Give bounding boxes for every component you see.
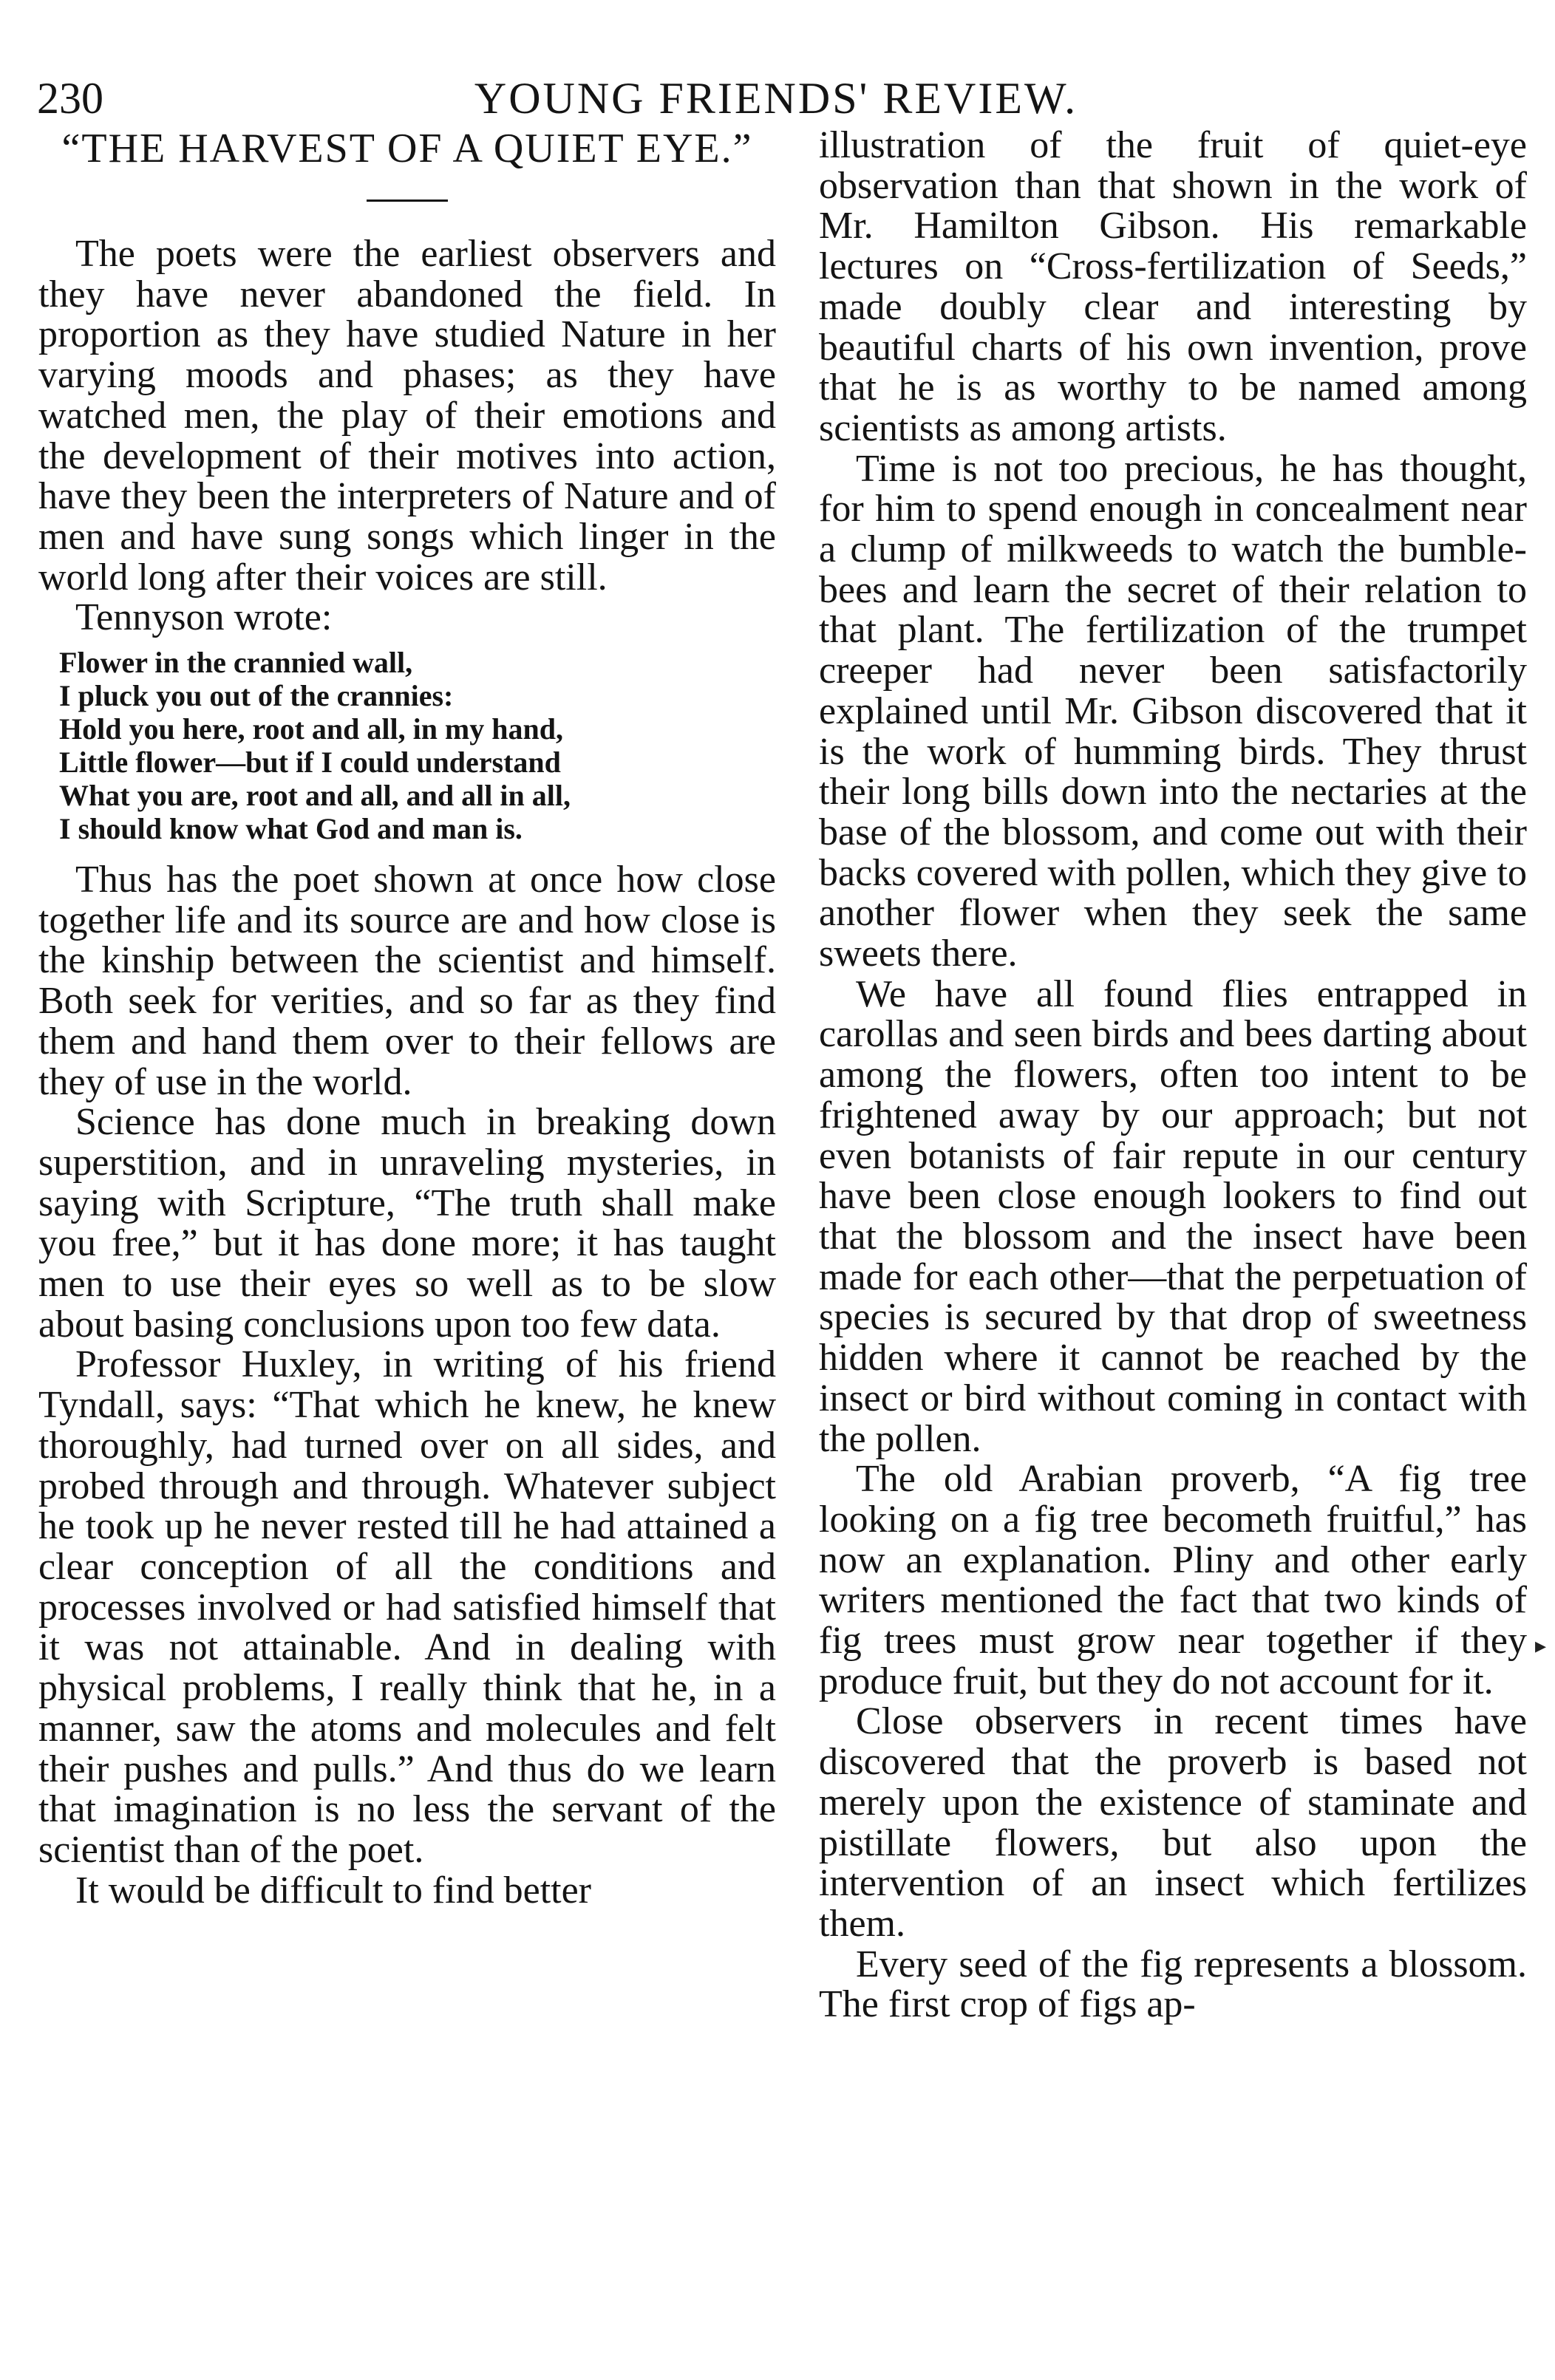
- paragraph: Thus has the poet shown at once how close together life and its source are and how close is the kinship between the scientist and himself. Both seek for verities, and so far as they find them and hand them over to their fellows are they of use in the world.: [38, 859, 776, 1103]
- margin-pointer-icon: ▸: [1535, 1634, 1547, 1658]
- poem-line: I pluck you out of the crannies:: [59, 679, 454, 713]
- poem-line: Flower in the crannied wall,: [59, 646, 413, 680]
- poem-line: Hold you here, root and all, in my hand,: [59, 712, 563, 746]
- right-column: [819, 126, 1527, 2025]
- poem-line: I should know what God and man is.: [59, 812, 523, 846]
- paragraph: illustration of the fruit of quiet-eye observation than that shown in the work of Mr. Hamilton Gibson. His remarkable lectures on “Cross-fertilization of Seeds,” made doubly clear and interesting by beautiful charts of his own invention, prove that he is as worthy to be named among scientists as among artists.: [819, 124, 1527, 449]
- poem-line: What you are, root and all, and all in all,: [59, 779, 571, 813]
- poem-line: Little flower—but if I could understand: [59, 746, 561, 780]
- paragraph: Professor Huxley, in writing of his friend Tyndall, says: “That which he knew, he knew thoroughly, had turned over on all sides, and probed through and through. Whatever subject he took up he never rested till he had attained a clear conception of all the conditions and processes involved or had satisfied himself that it was not attainable. And in dealing with physical problems, I really think that he, in a manner, saw the atoms and molecules and felt their pushes and pulls.” And thus do we learn that imagination is no less the servant of the scientist than of the poet.: [38, 1343, 776, 1871]
- paragraph: Close observers in recent times have discovered that the proverb is based not merely upon the existence of staminate and pistillate flowers, but also upon the intervention of an insect which fertilizes them.: [819, 1700, 1527, 1945]
- paragraph: It would be difficult to find better: [75, 1869, 591, 1912]
- paragraph: We have all found flies entrapped in carollas and seen birds and bees darting about among the flowers, often too intent to be frightened away by our approach; but not even botanists of fair repute in our century have been close enough lookers to find out that the blossom and the insect have been made for each other—that the perpetuation of species is secured by that drop of sweetness hidden where it cannot be reached by the insect or bird without coming in contact with the pollen.: [819, 972, 1527, 1460]
- title-rule: [367, 200, 448, 202]
- paragraph: Every seed of the fig represents a blossom. The first crop of figs ap-: [819, 1943, 1527, 2026]
- journal-title: YOUNG FRIENDS' REVIEW.: [474, 74, 1078, 123]
- left-column: [38, 126, 776, 1911]
- paragraph: Tennyson wrote:: [75, 596, 333, 639]
- paragraph: Science has done much in breaking down superstition, and in unraveling mysteries, in saying with Scripture, “The truth shall make you free,” but it has done more; it has taught men to use their eyes so well as to be slow about basing conclusions upon too few data.: [38, 1101, 776, 1346]
- running-head: [37, 65, 1515, 132]
- article-title: “THE HARVEST OF A QUIET EYE.”: [61, 126, 753, 171]
- paragraph: The old Arabian proverb, “A fig tree looking on a fig tree becometh fruitful,” has now an explanation. Pliny and other early writers mentioned the fact that two kinds of fig trees must grow near together if they produce fruit, but they do not account for it.: [819, 1458, 1527, 1702]
- page-number: 230: [37, 74, 103, 123]
- poem-quote: [59, 646, 776, 845]
- paragraph: The poets were the earliest observers and they have never abandoned the field. In proportion as they have studied Nature in her varying moods and phases; as they have watched men, the play of their emotions and the development of their motives into action, have they been the interpreters of Nature and of men and have sung songs which linger in the world long after their voices are still.: [38, 233, 776, 599]
- paragraph: Time is not too precious, he has thought, for him to spend enough in concealment near a clump of milkweeds to watch the bumble-bees and learn the secret of their relation to that plant. The fertilization of the trumpet creeper had never been satisfactorily explained until Mr. Gibson discovered that it is the work of humming birds. They thrust their long bills down into the nectaries at the base of the blossom, and come out with their backs covered with pollen, which they give to another flower when they seek the same sweets there.: [819, 447, 1527, 975]
